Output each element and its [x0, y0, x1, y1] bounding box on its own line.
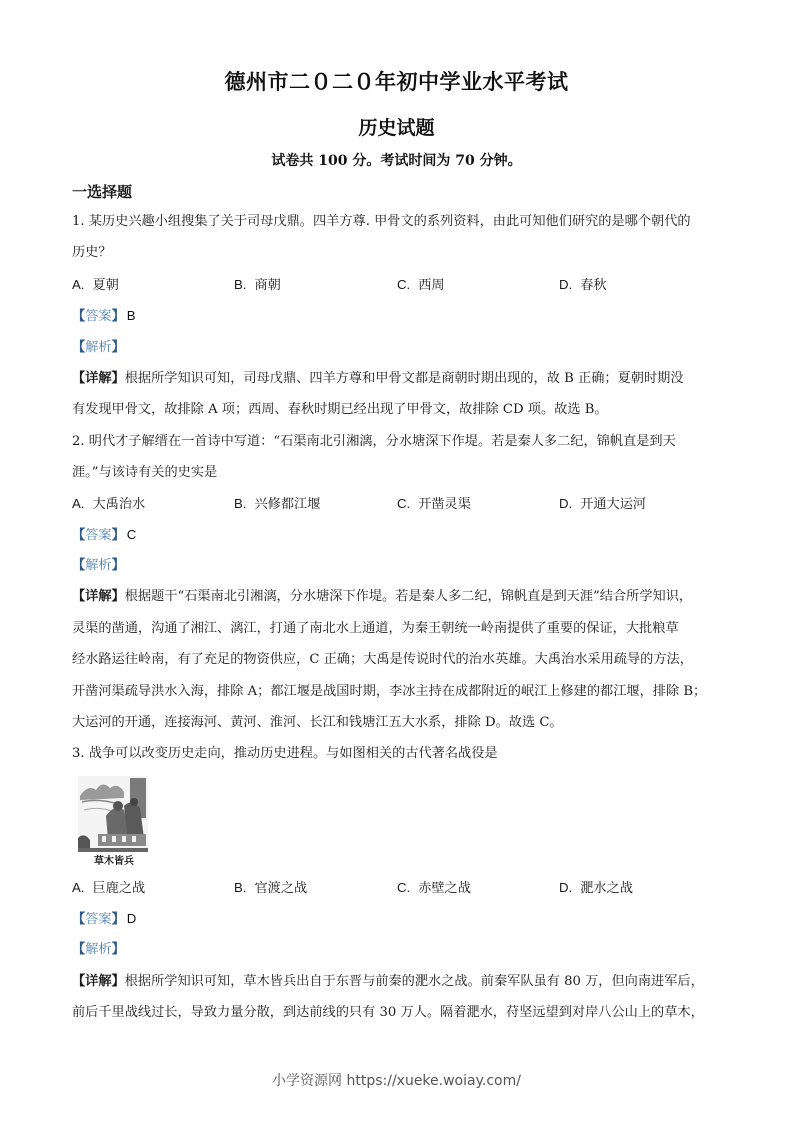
analysis-label: 解析	[85, 340, 112, 355]
q3-analysis-label	[72, 941, 125, 959]
exam-subject: 历史试题	[358, 117, 435, 139]
exam-title: 德州市二０二０年初中学业水平考试	[224, 69, 569, 94]
q2-options	[72, 495, 722, 513]
bracket: 】	[111, 942, 125, 957]
q2-option-b	[234, 495, 320, 514]
option-key: D.	[559, 277, 573, 292]
q2-detail-line-3: 经水路运往岭南，有了充足的物资供应，C 正确；大禹是传说时代的治水英雄。大禹治水采用疏导的方法，	[72, 652, 693, 667]
q2-answer	[72, 526, 136, 545]
detail-label: 【详解】	[72, 974, 125, 989]
option-key: B.	[234, 496, 247, 511]
option-text: 兴修都江堰	[254, 497, 321, 512]
section-heading: 一选择题	[72, 183, 133, 201]
q2-detail-line-1	[72, 588, 722, 606]
battle-scene-icon	[78, 776, 148, 852]
q3-option-d	[559, 879, 633, 898]
q1-option-b	[234, 276, 281, 295]
q3-option-b	[234, 879, 307, 898]
bracket: 】	[111, 340, 125, 355]
option-key: B.	[234, 880, 247, 895]
q1-detail-line-2: 有发现甲骨文，故排除 A 项；西周、春秋时期已经出现了甲骨文，故排除 CD 项。故选 B。	[72, 402, 608, 417]
q3-stem-line-1: 3. 战争可以改变历史走向，推动历史进程。与如图相关的古代著名战役是	[72, 746, 498, 761]
option-text: 大禹治水	[92, 497, 146, 512]
option-text: 赤壁之战	[418, 881, 471, 896]
option-text: 开凿灵渠	[418, 497, 471, 512]
analysis-label: 解析	[85, 942, 112, 957]
bracket: 【	[72, 942, 86, 957]
footer-watermark: 小学资源网 https://xueke.woiay.com/	[272, 1073, 521, 1089]
option-text: 开通大运河	[580, 497, 647, 512]
q2-detail-line-5: 大运河的开通，连接海河、黄河、淮河、长江和钱塘江五大水系，排除 D。故选 C。	[72, 715, 563, 730]
option-key: A.	[72, 880, 85, 895]
q3-detail-line-1	[72, 973, 722, 991]
answer-label: 答案	[85, 309, 112, 324]
option-text: 商朝	[254, 278, 281, 293]
detail-label: 【详解】	[72, 589, 125, 604]
analysis-label: 解析	[85, 558, 112, 573]
option-key: C.	[397, 496, 411, 511]
q2-analysis-label	[72, 557, 125, 575]
illustration-image	[78, 776, 148, 852]
q2-stem-line-1: 2. 明代才子解缙在一首诗中写道：“石渠南北引湘漓，分水塘深下作堤。若是秦人多二纪，锦帆直是到天	[72, 434, 676, 449]
q2-detail-line-2: 灵渠的凿通，沟通了湘江、漓江，打通了南北水上通道，为秦王朝统一岭南提供了重要的保证，大批粮草	[72, 621, 679, 636]
detail-text: 根据所学知识可知，司母戊鼎、四羊方尊和甲骨文都是商朝时期出现的，故 B 正确；夏朝时期没	[124, 371, 684, 386]
option-text: 官渡之战	[254, 881, 308, 896]
q1-detail-line-1	[72, 370, 722, 388]
bracket: 】	[111, 309, 125, 324]
q3-options	[72, 879, 722, 897]
q1-stem-line-1: 1. 某历史兴趣小组搜集了关于司母戊鼎。四羊方尊. 甲骨文的系列资料，由此可知他们研究的是哪个朝代的	[72, 214, 691, 229]
option-key: A.	[72, 277, 85, 292]
q1-option-c	[397, 276, 445, 295]
bracket: 【	[72, 340, 86, 355]
q3-option-c	[397, 879, 471, 898]
bracket: 【	[72, 912, 86, 927]
q3-detail-line-2: 前后千里战线过长，导致力量分散，到达前线的只有 30 万人。隔着淝水，苻坚远望到对岸八公山上的草木，	[72, 1005, 704, 1020]
option-text: 巨鹿之战	[92, 881, 146, 896]
q3-answer	[72, 910, 136, 929]
answer-value: B	[126, 308, 136, 323]
option-key: D.	[559, 496, 573, 511]
q2-stem-line-2: 涯。”与该诗有关的史实是	[72, 465, 218, 480]
option-text: 西周	[418, 278, 445, 293]
detail-label: 【详解】	[72, 371, 125, 386]
option-key: D.	[559, 880, 573, 895]
answer-label: 答案	[85, 528, 112, 543]
q3-option-a	[72, 879, 145, 898]
option-text: 春秋	[580, 278, 607, 293]
bracket: 】	[111, 558, 125, 573]
q2-option-c	[397, 495, 471, 514]
bracket: 【	[72, 309, 86, 324]
answer-value: D	[126, 911, 137, 926]
bracket: 【	[72, 528, 86, 543]
exam-info: 试卷共 100 分。考试时间为 70 分钟。	[271, 153, 522, 169]
bracket: 】	[111, 528, 125, 543]
detail-text: 根据所学知识可知，草木皆兵出自于东晋与前秦的淝水之战。前秦军队虽有 80 万，但向南进军后，	[124, 974, 704, 989]
bracket: 【	[72, 558, 86, 573]
option-key: C.	[397, 880, 411, 895]
answer-value: C	[126, 527, 137, 542]
option-key: A.	[72, 496, 85, 511]
q1-answer	[72, 307, 136, 326]
q1-stem-line-2: 历史？	[72, 245, 112, 260]
detail-text: 根据题干“石渠南北引湘漓，分水塘深下作堤。若是秦人多二纪，锦帆直是到天涯”结合所学知识，	[124, 589, 693, 604]
bracket: 】	[111, 912, 125, 927]
option-key: C.	[397, 277, 411, 292]
option-text: 夏朝	[92, 278, 119, 293]
figure-caption: 草木皆兵	[94, 856, 134, 867]
q1-option-d	[559, 276, 607, 295]
q2-option-d	[559, 495, 646, 514]
answer-label: 答案	[85, 912, 112, 927]
q2-detail-line-4: 开凿河渠疏导洪水入海，排除 A；都江堰是战国时期，李冰主持在成都附近的岷江上修建的都江堰，排除 B；	[72, 684, 707, 699]
q2-option-a	[72, 495, 145, 514]
q1-analysis-label	[72, 339, 125, 357]
option-key: B.	[234, 277, 247, 292]
q1-options	[72, 276, 722, 294]
option-text: 淝水之战	[580, 881, 633, 896]
q1-option-a	[72, 276, 119, 295]
